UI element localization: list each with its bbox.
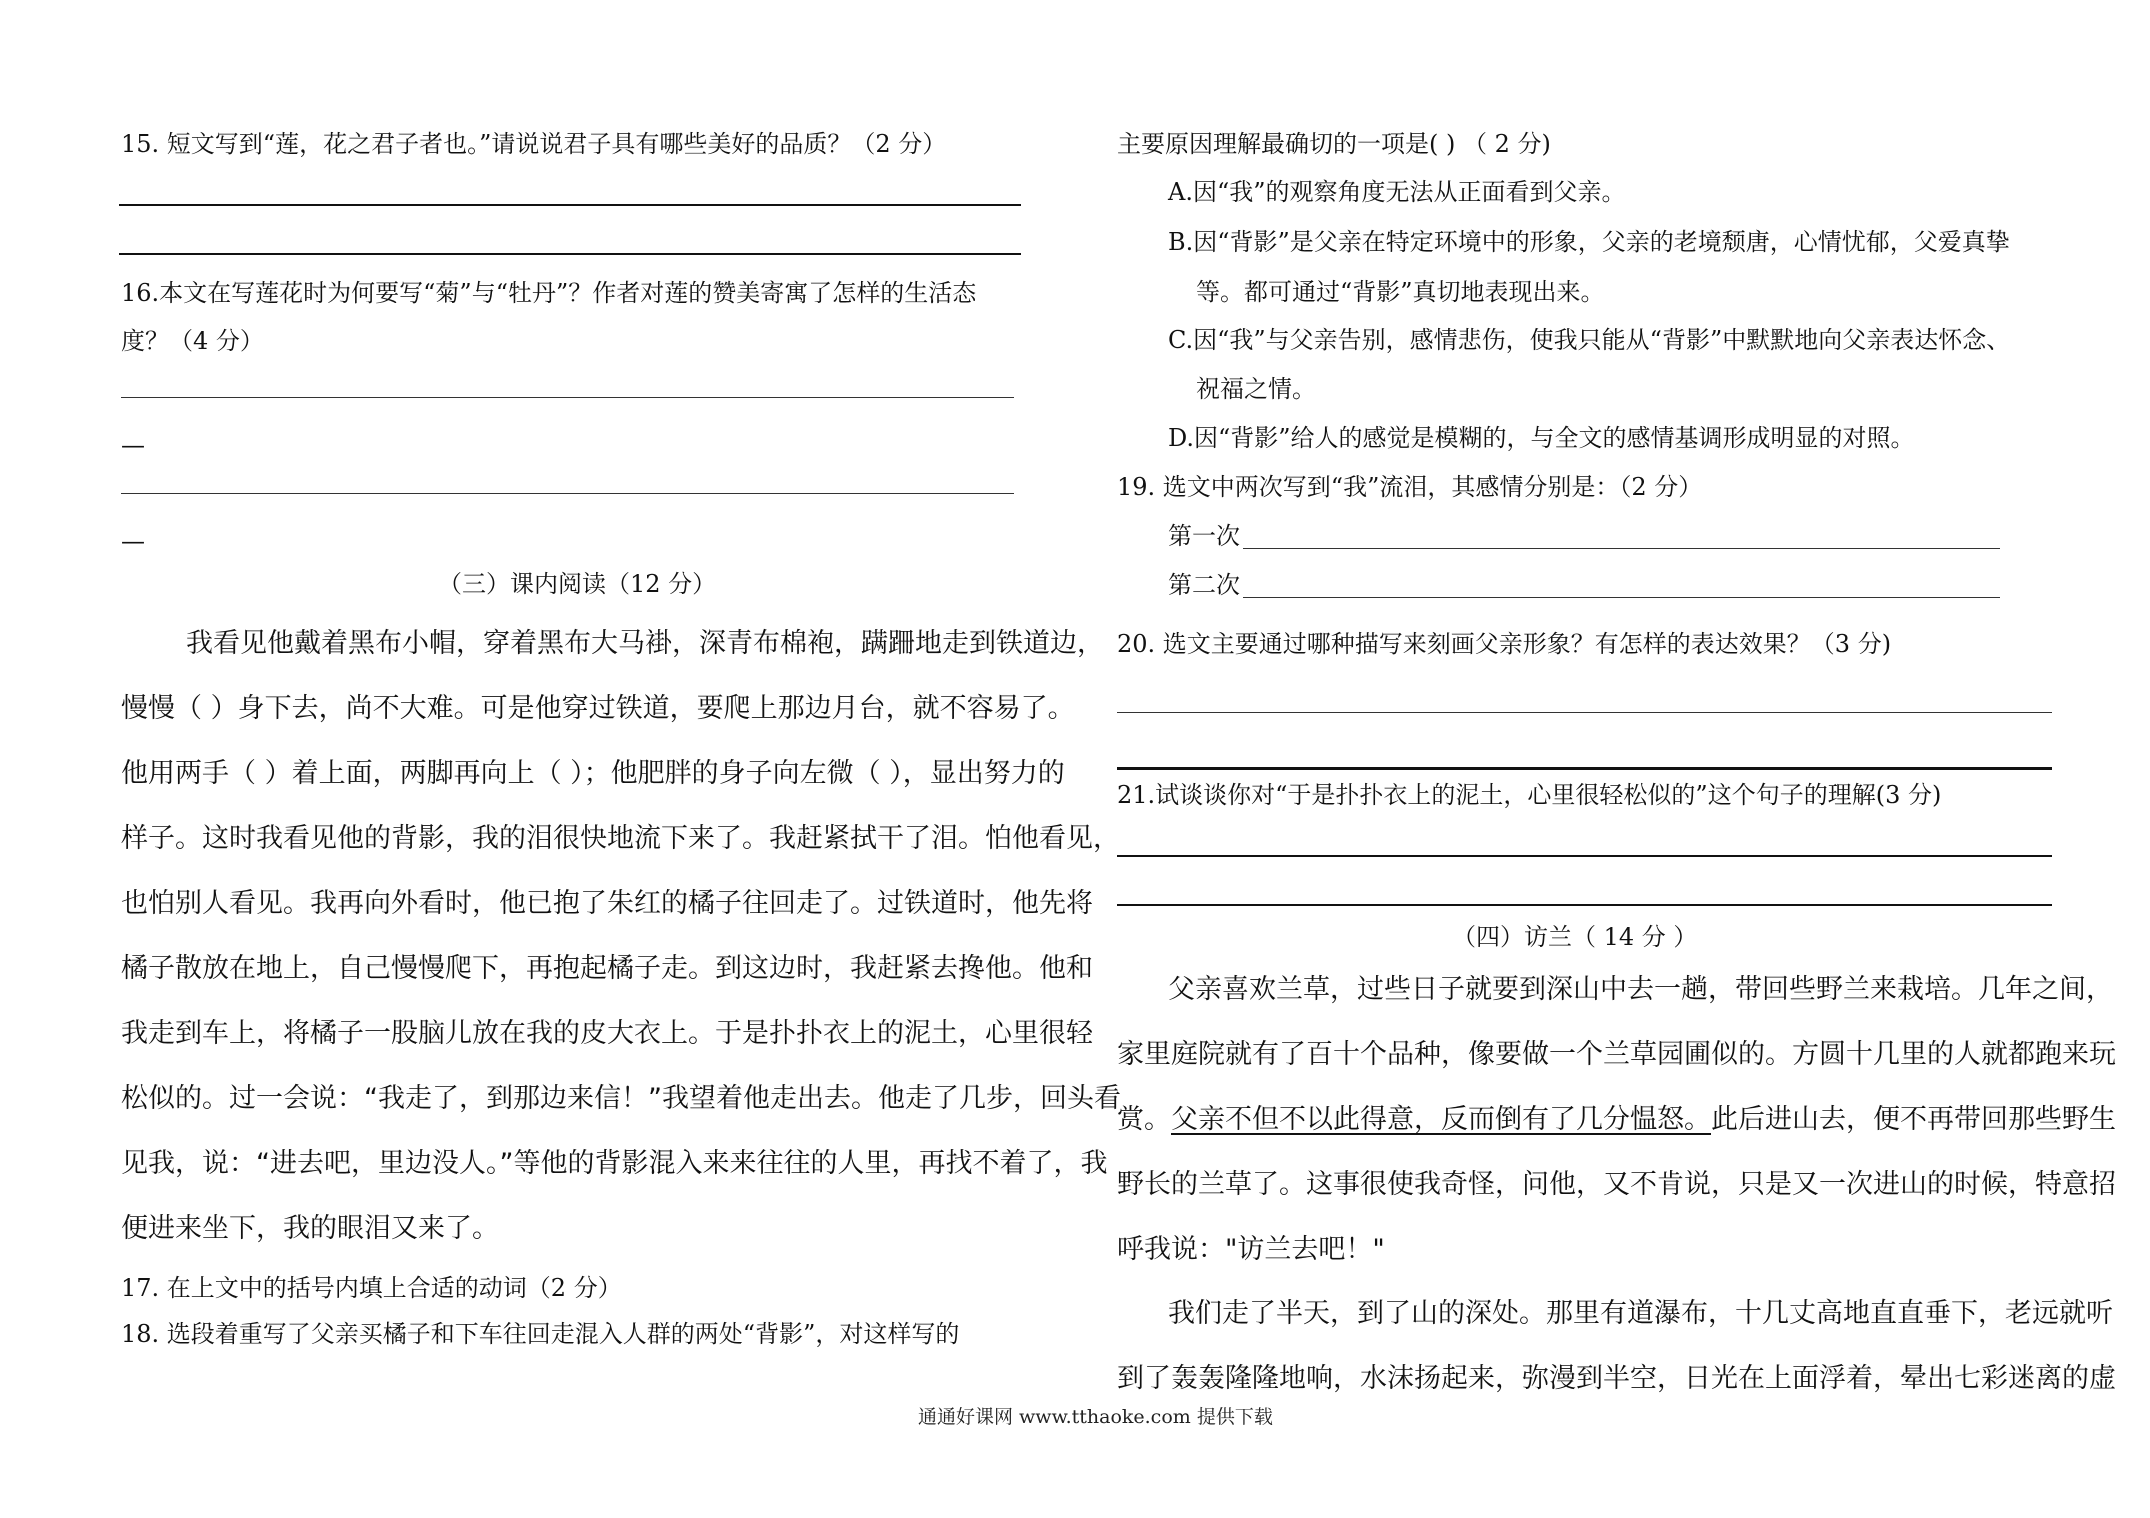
answer-line — [1117, 855, 2052, 857]
answer-line — [1243, 597, 2000, 598]
passage-line: 样子。这时我看见他的背影，我的泪很快地流下来了。我赶紧拭干了泪。怕他看见， — [121, 823, 1120, 854]
passage-line: 到了轰轰隆隆地响，水沫扬起来，弥漫到半空，日光在上面浮着，晕出七彩迷离的虚 — [1117, 1363, 2116, 1394]
footer-site: 通通好课网 www.tthaoke.com — [918, 1406, 1191, 1428]
answer-line — [1243, 548, 2000, 549]
passage-line: 橘子散放在地上，自己慢慢爬下，再抱起橘子走。到这边时，我赶紧去搀他。他和 — [121, 953, 1093, 984]
passage-line: 我走到车上，将橘子一股脑儿放在我的皮大衣上。于是扑扑衣上的泥土，心里很轻 — [121, 1018, 1093, 1049]
answer-line — [121, 493, 1014, 494]
option-b-line2: 等。都可通过“背影”真切地表现出来。 — [1196, 278, 1605, 306]
passage-line: 野长的兰草了。这事很使我奇怪，问他，又不肯说，只是又一次进山的时候，特意招 — [1117, 1169, 2116, 1200]
passage-line: 见我，说：“进去吧，里边没人。”等他的背影混入来来往往的人里，再找不着了，我 — [121, 1148, 1108, 1179]
answer-line — [1117, 904, 2052, 906]
question-18-continued: 主要原因理解最确切的一项是( ) （ 2 分) — [1117, 130, 1551, 158]
option-d: D.因“背影”给人的感觉是模糊的，与全文的感情基调形成明显的对照。 — [1168, 424, 1915, 452]
question-18: 18. 选段着重写了父亲买橘子和下车往回走混入人群的两处“背影”，对这样写的 — [121, 1320, 960, 1348]
question-16-line2: 度？（4 分） — [121, 327, 264, 355]
answer-line — [121, 397, 1014, 398]
option-b-line1: B.因“背影”是父亲在特定环境中的形象，父亲的老境颓唐，心情忧郁，父爱真挚 — [1168, 228, 2010, 256]
text-span: 此后进山去，便不再带回那些野生 — [1711, 1104, 2116, 1135]
question-17: 17. 在上文中的括号内填上合适的动词（2 分） — [121, 1274, 622, 1302]
question-15: 15. 短文写到“莲，花之君子者也。”请说说君子具有哪些美好的品质？（2 分） — [121, 130, 947, 158]
option-c-line2: 祝福之情。 — [1196, 375, 1316, 403]
passage-line: 便进来坐下，我的眼泪又来了。 — [121, 1213, 499, 1244]
answer-line — [1117, 712, 2052, 713]
passage-line: 他用两手（ ）着上面，两脚再向上（ ）；他肥胖的身子向左微（ ），显出努力的 — [121, 758, 1065, 789]
passage-line: 父亲喜欢兰草，过些日子就要到深山中去一趟，带回些野兰来栽培。几年之间， — [1168, 974, 2113, 1005]
answer-line-tail: — — [121, 431, 145, 459]
question-19: 19. 选文中两次写到“我”流泪，其感情分别是：（2 分） — [1117, 473, 1703, 501]
passage-line: 也怕别人看见。我再向外看时，他已抱了朱红的橘子往回走了。过铁道时，他先将 — [121, 888, 1093, 919]
answer-line — [1117, 767, 2052, 770]
passage-line: 家里庭院就有了百十个品种，像要做一个兰草园圃似的。方圆十几里的人就都跑来玩 — [1117, 1039, 2116, 1070]
question-16-line1: 16.本文在写莲花时为何要写“菊”与“牡丹”？作者对莲的赞美寄寓了怎样的生活态 — [121, 279, 977, 307]
underlined-sentence: 父亲不但不以此得意，反而倒有了几分愠怒。 — [1171, 1104, 1711, 1135]
passage-line — [1117, 1106, 2116, 1133]
passage-line: 我看见他戴着黑布小帽，穿着黑布大马褂，深青布棉袍，蹒跚地走到铁道边， — [186, 628, 1104, 659]
q19-second-label: 第二次 — [1168, 571, 1240, 599]
option-c-line1: C.因“我”与父亲告别，感情悲伤，使我只能从“背影”中默默地向父亲表达怀念、 — [1168, 326, 2011, 354]
page-footer — [918, 1402, 1273, 1429]
answer-line — [119, 253, 1021, 255]
question-20: 20. 选文主要通过哪种描写来刻画父亲形象？有怎样的表达效果？（3 分) — [1117, 630, 1892, 658]
passage-line: 我们走了半天，到了山的深处。那里有道瀑布，十几丈高地直直垂下，老远就听 — [1168, 1298, 2113, 1329]
passage-line: 慢慢（ ）身下去，尚不大难。可是他穿过铁道，要爬上那边月台，就不容易了。 — [121, 693, 1075, 724]
text-span: 赏。 — [1117, 1104, 1171, 1135]
answer-line-tail: — — [121, 527, 145, 555]
q19-first-label: 第一次 — [1168, 522, 1240, 550]
answer-line — [119, 204, 1021, 206]
passage-line: 呼我说："访兰去吧！" — [1117, 1234, 1385, 1265]
footer-cut-text: 提供下载 — [1196, 1406, 1273, 1428]
option-a: A.因“我”的观察角度无法从正面看到父亲。 — [1168, 178, 1626, 206]
section-4-title: （四）访兰（ 14 分 ） — [1452, 923, 1698, 951]
question-21: 21.试谈谈你对“于是扑扑衣上的泥土，心里很轻松似的”这个句子的理解(3 分) — [1117, 781, 1942, 809]
passage-line: 松似的。过一会说：“我走了，到那边来信！”我望着他走出去。他走了几步，回头看 — [121, 1083, 1121, 1114]
section-3-title: （三）课内阅读（12 分） — [438, 570, 717, 598]
